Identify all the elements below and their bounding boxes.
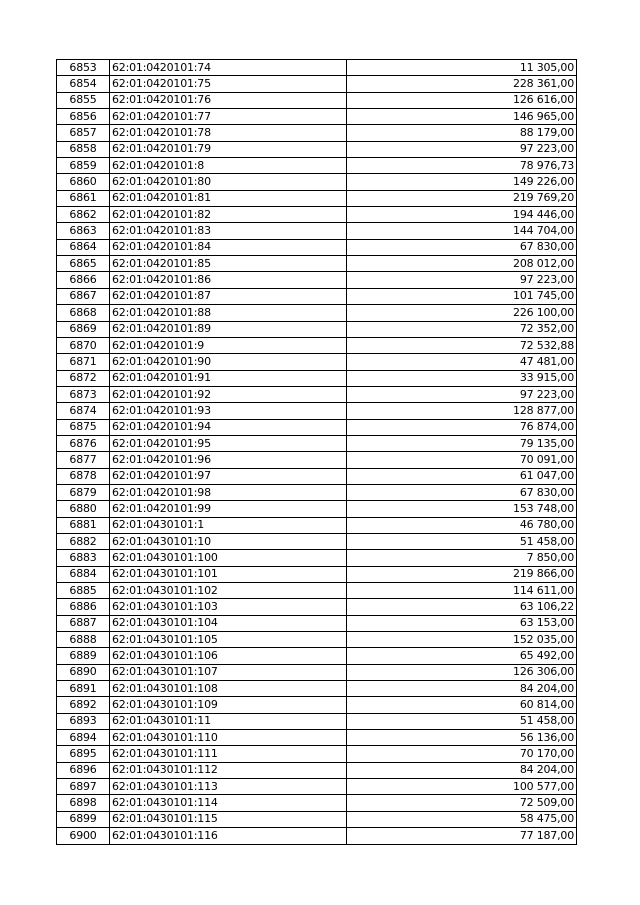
cadastral-value-cell: 114 611,00 — [347, 583, 577, 599]
table-row — [57, 403, 577, 419]
table-body — [57, 60, 577, 845]
cadastral-value-cell: 58 475,00 — [347, 811, 577, 827]
cadastral-number-cell: 62:01:0420101:94 — [110, 419, 347, 435]
row-number-cell: 6900 — [57, 828, 110, 844]
cadastral-number-cell: 62:01:0430101:110 — [110, 730, 347, 746]
cadastral-value-cell: 194 446,00 — [347, 207, 577, 223]
cadastral-value-cell: 84 204,00 — [347, 681, 577, 697]
row-number-cell: 6875 — [57, 419, 110, 435]
row-number-cell: 6874 — [57, 403, 110, 419]
row-number-cell: 6884 — [57, 566, 110, 582]
cadastral-number-cell: 62:01:0430101:105 — [110, 632, 347, 648]
cadastral-value-cell: 47 481,00 — [347, 354, 577, 370]
cadastral-value-cell: 33 915,00 — [347, 370, 577, 386]
cadastral-number-cell: 62:01:0420101:97 — [110, 468, 347, 484]
row-number-cell: 6871 — [57, 354, 110, 370]
row-number-cell: 6879 — [57, 484, 110, 500]
cadastral-value-cell: 56 136,00 — [347, 730, 577, 746]
cadastral-number-cell: 62:01:0430101:107 — [110, 664, 347, 680]
cadastral-value-cell: 72 509,00 — [347, 795, 577, 811]
cadastral-number-cell: 62:01:0420101:99 — [110, 501, 347, 517]
table-row — [57, 321, 577, 337]
cadastral-number-cell: 62:01:0420101:96 — [110, 452, 347, 468]
cadastral-number-cell: 62:01:0420101:88 — [110, 305, 347, 321]
cadastral-number-cell: 62:01:0420101:74 — [110, 60, 347, 76]
cadastral-value-cell: 126 616,00 — [347, 92, 577, 108]
table-row — [57, 713, 577, 729]
cadastral-value-cell: 144 704,00 — [347, 223, 577, 239]
cadastral-number-cell: 62:01:0420101:98 — [110, 484, 347, 500]
cadastral-number-cell: 62:01:0420101:77 — [110, 109, 347, 125]
cadastral-number-cell: 62:01:0430101:111 — [110, 746, 347, 762]
cadastral-value-cell: 51 458,00 — [347, 533, 577, 549]
cadastral-value-table — [56, 59, 577, 845]
row-number-cell: 6869 — [57, 321, 110, 337]
cadastral-value-cell: 70 170,00 — [347, 746, 577, 762]
row-number-cell: 6887 — [57, 615, 110, 631]
cadastral-value-cell: 152 035,00 — [347, 632, 577, 648]
table-row — [57, 550, 577, 566]
row-number-cell: 6872 — [57, 370, 110, 386]
cadastral-number-cell: 62:01:0420101:83 — [110, 223, 347, 239]
cadastral-number-cell: 62:01:0430101:108 — [110, 681, 347, 697]
row-number-cell: 6885 — [57, 583, 110, 599]
cadastral-value-cell: 97 223,00 — [347, 141, 577, 157]
table-row — [57, 190, 577, 206]
row-number-cell: 6860 — [57, 174, 110, 190]
row-number-cell: 6868 — [57, 305, 110, 321]
cadastral-number-cell: 62:01:0420101:80 — [110, 174, 347, 190]
row-number-cell: 6897 — [57, 779, 110, 795]
table-row — [57, 697, 577, 713]
table-row — [57, 468, 577, 484]
cadastral-number-cell: 62:01:0420101:75 — [110, 76, 347, 92]
table-row — [57, 174, 577, 190]
cadastral-value-cell: 219 866,00 — [347, 566, 577, 582]
cadastral-value-cell: 149 226,00 — [347, 174, 577, 190]
cadastral-value-cell: 84 204,00 — [347, 762, 577, 778]
cadastral-value-cell: 7 850,00 — [347, 550, 577, 566]
row-number-cell: 6881 — [57, 517, 110, 533]
row-number-cell: 6893 — [57, 713, 110, 729]
cadastral-value-cell: 126 306,00 — [347, 664, 577, 680]
row-number-cell: 6861 — [57, 190, 110, 206]
cadastral-value-cell: 11 305,00 — [347, 60, 577, 76]
cadastral-value-cell: 60 814,00 — [347, 697, 577, 713]
cadastral-value-cell: 78 976,73 — [347, 158, 577, 174]
table-row — [57, 76, 577, 92]
cadastral-number-cell: 62:01:0430101:103 — [110, 599, 347, 615]
table-row — [57, 730, 577, 746]
table-row — [57, 207, 577, 223]
cadastral-value-cell: 146 965,00 — [347, 109, 577, 125]
cadastral-value-cell: 51 458,00 — [347, 713, 577, 729]
cadastral-value-cell: 72 352,00 — [347, 321, 577, 337]
table-row — [57, 828, 577, 844]
cadastral-number-cell: 62:01:0430101:11 — [110, 713, 347, 729]
table-row — [57, 664, 577, 680]
cadastral-number-cell: 62:01:0430101:102 — [110, 583, 347, 599]
cadastral-value-cell: 67 830,00 — [347, 484, 577, 500]
row-number-cell: 6856 — [57, 109, 110, 125]
cadastral-value-cell: 208 012,00 — [347, 256, 577, 272]
row-number-cell: 6889 — [57, 648, 110, 664]
row-number-cell: 6858 — [57, 141, 110, 157]
row-number-cell: 6888 — [57, 632, 110, 648]
cadastral-number-cell: 62:01:0430101:112 — [110, 762, 347, 778]
cadastral-number-cell: 62:01:0420101:93 — [110, 403, 347, 419]
table-row — [57, 533, 577, 549]
table-row — [57, 305, 577, 321]
cadastral-number-cell: 62:01:0430101:1 — [110, 517, 347, 533]
cadastral-number-cell: 62:01:0430101:113 — [110, 779, 347, 795]
cadastral-number-cell: 62:01:0430101:104 — [110, 615, 347, 631]
cadastral-value-cell: 226 100,00 — [347, 305, 577, 321]
table-row — [57, 239, 577, 255]
cadastral-number-cell: 62:01:0420101:9 — [110, 337, 347, 353]
table-row — [57, 452, 577, 468]
row-number-cell: 6883 — [57, 550, 110, 566]
row-number-cell: 6899 — [57, 811, 110, 827]
cadastral-value-cell: 153 748,00 — [347, 501, 577, 517]
row-number-cell: 6890 — [57, 664, 110, 680]
cadastral-value-cell: 88 179,00 — [347, 125, 577, 141]
cadastral-value-cell: 128 877,00 — [347, 403, 577, 419]
table-row — [57, 386, 577, 402]
cadastral-value-cell: 97 223,00 — [347, 386, 577, 402]
row-number-cell: 6880 — [57, 501, 110, 517]
table-row — [57, 779, 577, 795]
table-row — [57, 811, 577, 827]
row-number-cell: 6898 — [57, 795, 110, 811]
cadastral-number-cell: 62:01:0430101:114 — [110, 795, 347, 811]
cadastral-value-cell: 101 745,00 — [347, 288, 577, 304]
row-number-cell: 6853 — [57, 60, 110, 76]
cadastral-number-cell: 62:01:0430101:116 — [110, 828, 347, 844]
cadastral-value-cell: 79 135,00 — [347, 435, 577, 451]
row-number-cell: 6863 — [57, 223, 110, 239]
row-number-cell: 6864 — [57, 239, 110, 255]
table-row — [57, 354, 577, 370]
row-number-cell: 6886 — [57, 599, 110, 615]
cadastral-number-cell: 62:01:0420101:86 — [110, 272, 347, 288]
table-row — [57, 223, 577, 239]
cadastral-value-cell: 67 830,00 — [347, 239, 577, 255]
row-number-cell: 6867 — [57, 288, 110, 304]
row-number-cell: 6891 — [57, 681, 110, 697]
row-number-cell: 6857 — [57, 125, 110, 141]
cadastral-number-cell: 62:01:0420101:85 — [110, 256, 347, 272]
cadastral-number-cell: 62:01:0420101:95 — [110, 435, 347, 451]
cadastral-value-cell: 63 153,00 — [347, 615, 577, 631]
table-row — [57, 632, 577, 648]
cadastral-number-cell: 62:01:0420101:89 — [110, 321, 347, 337]
row-number-cell: 6877 — [57, 452, 110, 468]
cadastral-value-cell: 76 874,00 — [347, 419, 577, 435]
table-row — [57, 109, 577, 125]
table-row — [57, 566, 577, 582]
cadastral-number-cell: 62:01:0420101:81 — [110, 190, 347, 206]
row-number-cell: 6882 — [57, 533, 110, 549]
cadastral-value-cell: 97 223,00 — [347, 272, 577, 288]
cadastral-value-cell: 77 187,00 — [347, 828, 577, 844]
table-row — [57, 435, 577, 451]
table-row — [57, 681, 577, 697]
cadastral-number-cell: 62:01:0430101:10 — [110, 533, 347, 549]
row-number-cell: 6873 — [57, 386, 110, 402]
cadastral-number-cell: 62:01:0420101:92 — [110, 386, 347, 402]
cadastral-number-cell: 62:01:0420101:79 — [110, 141, 347, 157]
row-number-cell: 6878 — [57, 468, 110, 484]
cadastral-number-cell: 62:01:0430101:100 — [110, 550, 347, 566]
table-row — [57, 60, 577, 76]
cadastral-value-cell: 63 106,22 — [347, 599, 577, 615]
table-row — [57, 517, 577, 533]
table-row — [57, 746, 577, 762]
table-row — [57, 92, 577, 108]
cadastral-number-cell: 62:01:0430101:106 — [110, 648, 347, 664]
row-number-cell: 6865 — [57, 256, 110, 272]
row-number-cell: 6896 — [57, 762, 110, 778]
row-number-cell: 6876 — [57, 435, 110, 451]
cadastral-number-cell: 62:01:0420101:84 — [110, 239, 347, 255]
row-number-cell: 6866 — [57, 272, 110, 288]
cadastral-value-cell: 228 361,00 — [347, 76, 577, 92]
table-row — [57, 125, 577, 141]
table-row — [57, 288, 577, 304]
cadastral-number-cell: 62:01:0420101:78 — [110, 125, 347, 141]
row-number-cell: 6859 — [57, 158, 110, 174]
cadastral-value-cell: 61 047,00 — [347, 468, 577, 484]
table-row — [57, 583, 577, 599]
cadastral-value-cell: 72 532,88 — [347, 337, 577, 353]
cadastral-value-cell: 219 769,20 — [347, 190, 577, 206]
cadastral-number-cell: 62:01:0420101:90 — [110, 354, 347, 370]
row-number-cell: 6870 — [57, 337, 110, 353]
table-row — [57, 158, 577, 174]
row-number-cell: 6895 — [57, 746, 110, 762]
row-number-cell: 6892 — [57, 697, 110, 713]
table-row — [57, 419, 577, 435]
row-number-cell: 6855 — [57, 92, 110, 108]
table-row — [57, 501, 577, 517]
cadastral-number-cell: 62:01:0420101:8 — [110, 158, 347, 174]
cadastral-value-cell: 70 091,00 — [347, 452, 577, 468]
table-row — [57, 272, 577, 288]
row-number-cell: 6862 — [57, 207, 110, 223]
cadastral-value-cell: 46 780,00 — [347, 517, 577, 533]
cadastral-number-cell: 62:01:0420101:87 — [110, 288, 347, 304]
cadastral-number-cell: 62:01:0430101:109 — [110, 697, 347, 713]
table-row — [57, 599, 577, 615]
row-number-cell: 6894 — [57, 730, 110, 746]
cadastral-number-cell: 62:01:0420101:91 — [110, 370, 347, 386]
cadastral-number-cell: 62:01:0420101:82 — [110, 207, 347, 223]
cadastral-number-cell: 62:01:0430101:115 — [110, 811, 347, 827]
cadastral-number-cell: 62:01:0430101:101 — [110, 566, 347, 582]
cadastral-value-cell: 100 577,00 — [347, 779, 577, 795]
table-row — [57, 484, 577, 500]
row-number-cell: 6854 — [57, 76, 110, 92]
table-row — [57, 256, 577, 272]
table-row — [57, 615, 577, 631]
table-row — [57, 762, 577, 778]
cadastral-value-cell: 65 492,00 — [347, 648, 577, 664]
table-row — [57, 337, 577, 353]
table-row — [57, 795, 577, 811]
table-row — [57, 370, 577, 386]
table-row — [57, 648, 577, 664]
cadastral-number-cell: 62:01:0420101:76 — [110, 92, 347, 108]
table-row — [57, 141, 577, 157]
